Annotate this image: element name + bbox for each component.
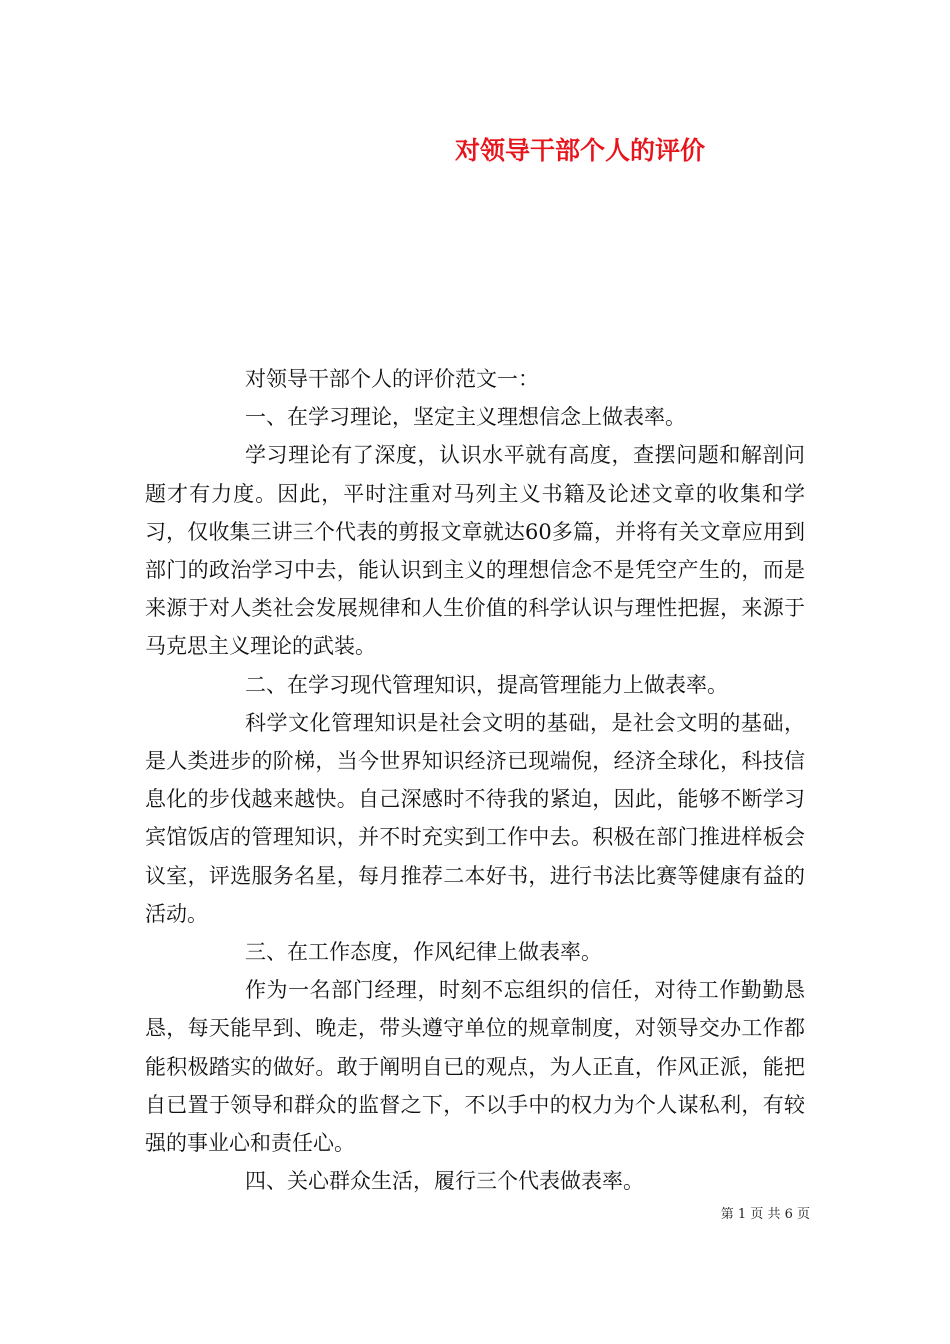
paragraph-heading-4: 四、关心群众生活，履行三个代表做表率。 [245, 1169, 644, 1194]
page-number: 第 1 页 共 6 页 [720, 1207, 810, 1222]
paragraph-body-2: 科学文化管理知识是社会文明的基础，是社会文明的基础，是人类进步的阶梯，当今世界知识经济已现端倪，经济全球化，科技信息化的步伐越来越快。自己深感时不待我的紧迫，因此，能够不断学习宾馆饭店的管理知识，并不时充实到工作中去。积极在部门推进样板会议室，评选服务名星，每月推荐二本好书，进行书法比赛等健康有益的活动。 [145, 710, 805, 926]
paragraph-body-3: 作为一名部门经理，时刻不忘组织的信任，对待工作勤勤恳恳，每天能早到、晚走，带头遵守单位的规章制度，对领导交办工作都能积极踏实的做好。敢于阐明自已的观点，为人正直，作风正派，能把自已置于领导和群众的监督之下，不以手中的权力为个人谋私利，有较强的事业心和责任心。 [145, 978, 805, 1156]
paragraph-heading-3: 三、在工作态度，作风纪律上做表率。 [245, 940, 602, 965]
paragraph-intro: 对领导干部个人的评价范文一： [245, 367, 539, 391]
document-body [145, 360, 805, 1200]
paragraph-heading-1: 一、在学习理论，坚定主义理想信念上做表率。 [245, 405, 686, 430]
paragraph-heading-2: 二、在学习现代管理知识，提高管理能力上做表率。 [245, 672, 728, 697]
paragraph-body-1: 学习理论有了深度，认识水平就有高度，查摆问题和解剖问题才有力度。因此，平时注重对马列主义书籍及论述文章的收集和学习，仅收集三讲三个代表的剪报文章就达60多篇，并将有关文章应用到部门的政治学习中去，能认识到主义的理想信念不是凭空产生的，而是来源于对人类社会发展规律和人生价值的科学认识与理性把握，来源于马克思主义理论的武装。 [145, 443, 805, 659]
document-title: 对领导干部个人的评价 [454, 136, 705, 165]
